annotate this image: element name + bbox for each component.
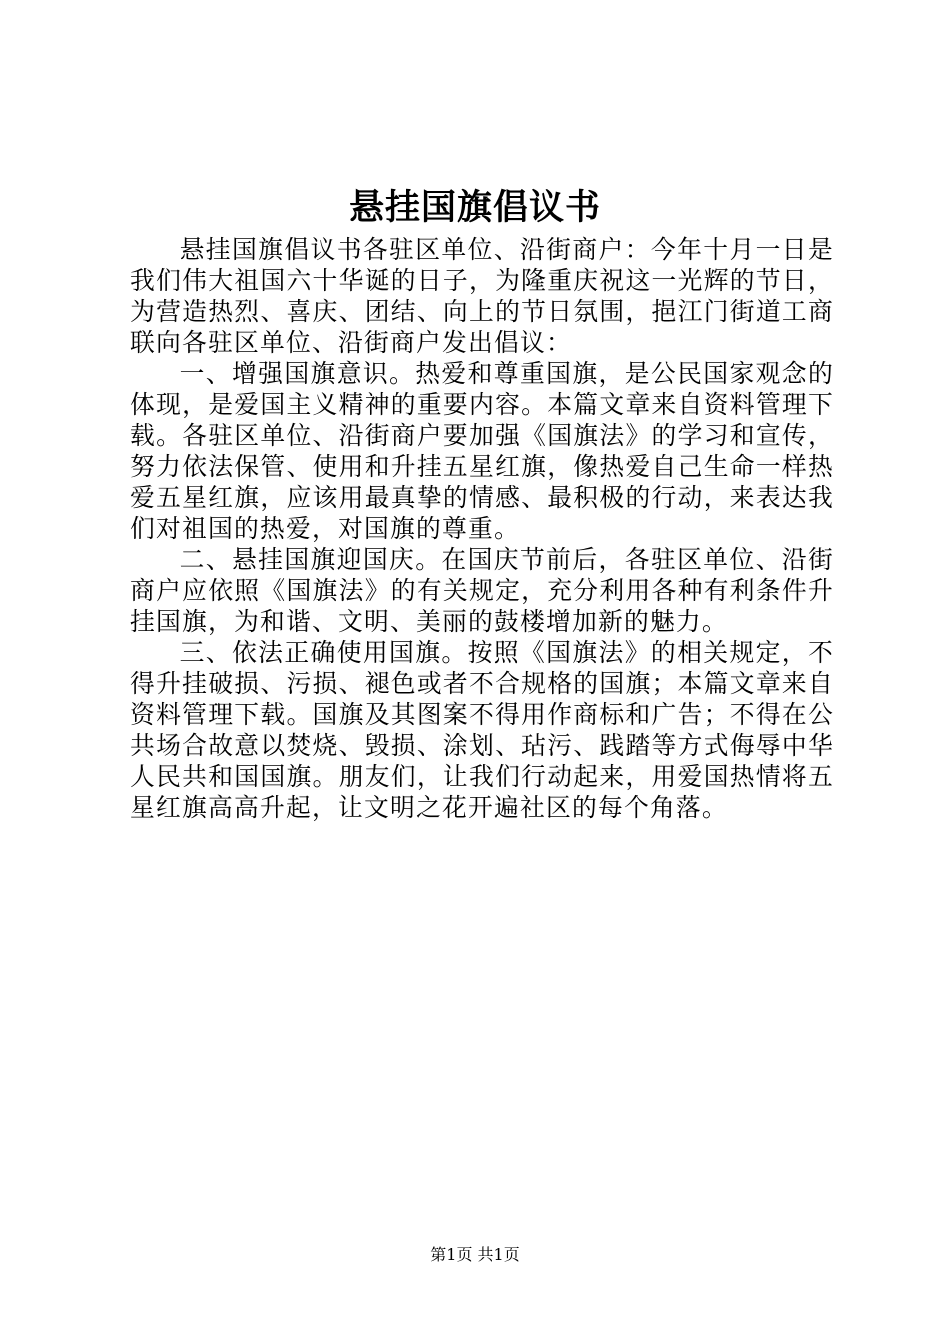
page-number-footer: 第1页 共1页 bbox=[430, 1245, 520, 1264]
section-two-paragraph: 二、悬挂国旗迎国庆。在国庆节前后，各驻区单位、沿街商户应依照《国旗法》的有关规定，充分利用各种有利条件升挂国旗，为和谐、文明、美丽的鼓楼增加新的魅力。 bbox=[130, 545, 834, 636]
document-body bbox=[130, 234, 834, 823]
intro-paragraph: 悬挂国旗倡议书各驻区单位、沿街商户：今年十月一日是我们伟大祖国六十华诞的日子，为隆重庆祝这一光辉的节日，为营造热烈、喜庆、团结、向上的节日氛围，挹江门街道工商联向各驻区单位、沿街商户发出倡议： bbox=[130, 235, 834, 357]
section-three-paragraph: 三、依法正确使用国旗。按照《国旗法》的相关规定，不得升挂破损、污损、褪色或者不合规格的国旗；本篇文章来自资料管理下载。国旗及其图案不得用作商标和广告；不得在公共场合故意以焚烧、毁损、涂划、玷污、践踏等方式侮辱中华人民共和国国旗。朋友们，让我们行动起来，用爱国热情将五星红旗高高升起，让文明之花开遍社区的每个角落。 bbox=[130, 638, 834, 822]
document-title: 悬挂国旗倡议书 bbox=[348, 187, 601, 228]
section-one-paragraph: 一、增强国旗意识。热爱和尊重国旗，是公民国家观念的体现，是爱国主义精神的重要内容。本篇文章来自资料管理下载。各驻区单位、沿街商户要加强《国旗法》的学习和宣传，努力依法保管、使用和升挂五星红旗，像热爱自己生命一样热爱五星红旗，应该用最真挚的情感、最积极的行动，来表达我们对祖国的热爱，对国旗的尊重。 bbox=[130, 359, 834, 543]
